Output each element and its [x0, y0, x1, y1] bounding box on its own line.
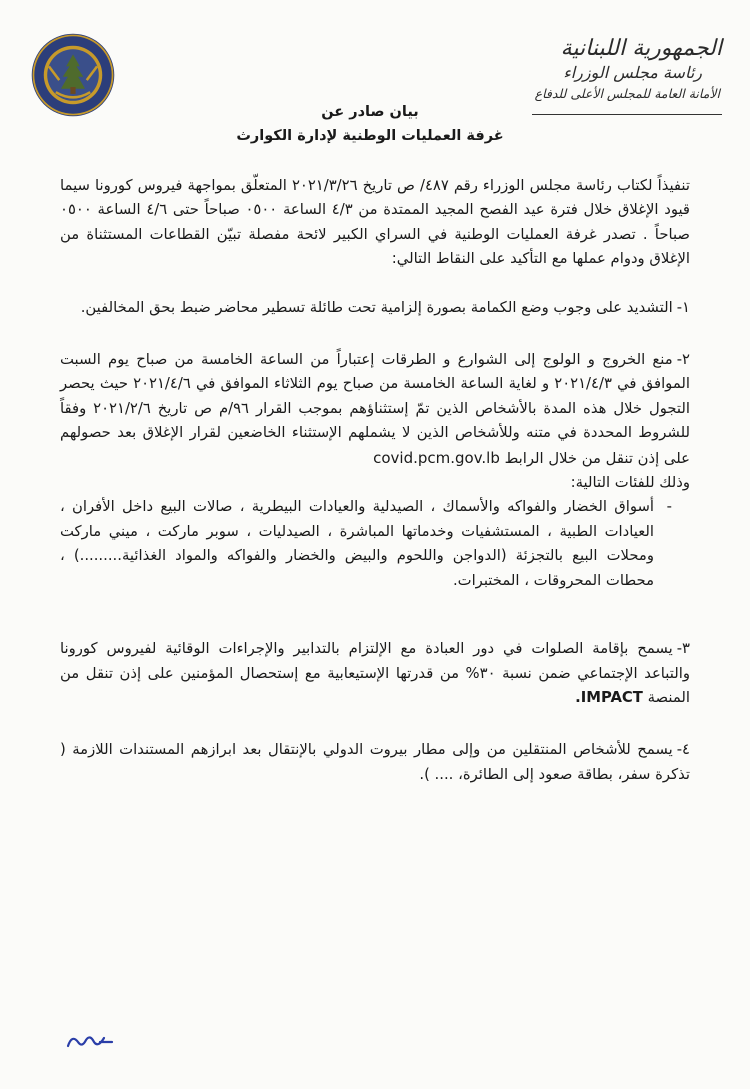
letterhead-divider	[532, 114, 722, 115]
item-text: التشديد على وجوب وضع الكمامة بصورة إلزامية تحت طائلة تسطير محاضر ضبط بحق المخالفين.	[80, 298, 673, 316]
item-text: يسمح للأشخاص المنتقلين من وإلى مطار بيروت الدولي بالإنتقال بعد ابرازهم المستندات اللازمة ( تذكرة سفر، بطاقة صعود إلى الطائرة، .... ).	[60, 741, 690, 783]
army-emblem-seal-icon	[30, 32, 116, 118]
title-line-2: غرفة العمليات الوطنية لإدارة الكوارث	[236, 128, 504, 144]
category-list	[60, 495, 690, 593]
list-item-4	[60, 738, 690, 787]
handwritten-signature-icon	[60, 1024, 120, 1054]
category-list-item: - أسواق الخضار والفواكه والأسماك ، الصيدلية والعيادات البيطرية ، صالات البيع داخل الأفران ، العيادات الطبية ، المستشفيات وخدماتها المباشرة ، الصيدليات ، سوبر ماركت ، ميني ماركت ومحلات البيع بالتجزئة (الدواجن واللحوم والبيض والخضار والفواكه والمواد الغذائية.........) ، محطات المحروقات ، المختبرات.	[60, 495, 672, 593]
letterhead-republic: الجمهورية اللبنانية	[560, 36, 722, 61]
item-text: منع الخروج و الولوج إلى الشوارع و الطرقات إعتباراً من الساعة الخامسة من صباح يوم السبت الموافق في ٢٠٢١/٤/٣ و لغاية الساعة الخامسة من صباح يوم الثلاثاء الموافق في ٢٠٢١/٤/٦ حيث يحصر التجول خلال هذه المدة بالأشخاص الذين تمّ إستثناؤهم بموجب القرار ٩٦/م ص تاريخ ٢٠٢١/٢/٦ وفقاً للشروط المحددة في متنه وللأشخاص الذين لا يشملهم الإستثناء الخاضعين لقرار الإغلاق بعد حصولهم على إذن تنقل من خلال الرابط	[60, 351, 691, 467]
intro-paragraph: تنفيذاً لكتاب رئاسة مجلس الوزراء رقم ٤٨٧/ ص تاريخ ٢٠٢١/٣/٢٦ المتعلّق بمواجهة فيروس كورونا سيما قيود الإغلاق خلال فترة عيد الفصح المجيد الممتدة من ٤/٣ الساعة ٠٥٠٠ صباحاً حتى ٤/٦ الساعة ٠٥٠٠ صباحاً . تصدر غرفة العمليات الوطنية في السراي الكبير لائحة مفصلة تبيّن القطاعات المستثناة من الإغلاق ودوام عملها مع التأكيد على النقاط التالي:	[60, 177, 691, 268]
item-text: يسمح بإقامة الصلوات في دور العبادة مع الإلتزام بالتدابير والإجراءات الوقائية لفيروس كورونا والتباعد الإجتماعي ضمن نسبة ٣٠% من قدرتها الإستيعابية مع إستحصال المؤمنين على إذن تنقل من المنصة	[60, 640, 690, 706]
permit-link[interactable]: covid.pcm.gov.lb	[373, 448, 500, 467]
item-number: ١-	[676, 298, 690, 316]
item-number: ٤-	[676, 741, 690, 759]
list-item-3	[60, 637, 690, 710]
item-number: ٣-	[676, 640, 690, 658]
list-item-1	[60, 296, 690, 320]
item-categories-intro: وذلك للفئات التالية:	[570, 474, 690, 492]
title-line-1: بيان صادر عن	[321, 104, 419, 120]
letterhead-presidency: رئاسة مجلس الوزراء	[563, 63, 702, 82]
list-item-2	[60, 348, 690, 593]
impact-platform: IMPACT.	[575, 688, 643, 706]
statement-title	[200, 100, 540, 148]
statement-body	[60, 174, 690, 815]
letterhead-secretariat: الأمانة العامة للمجلس الأعلى للدفاع	[534, 86, 720, 101]
item-number: ٢-	[676, 351, 690, 369]
